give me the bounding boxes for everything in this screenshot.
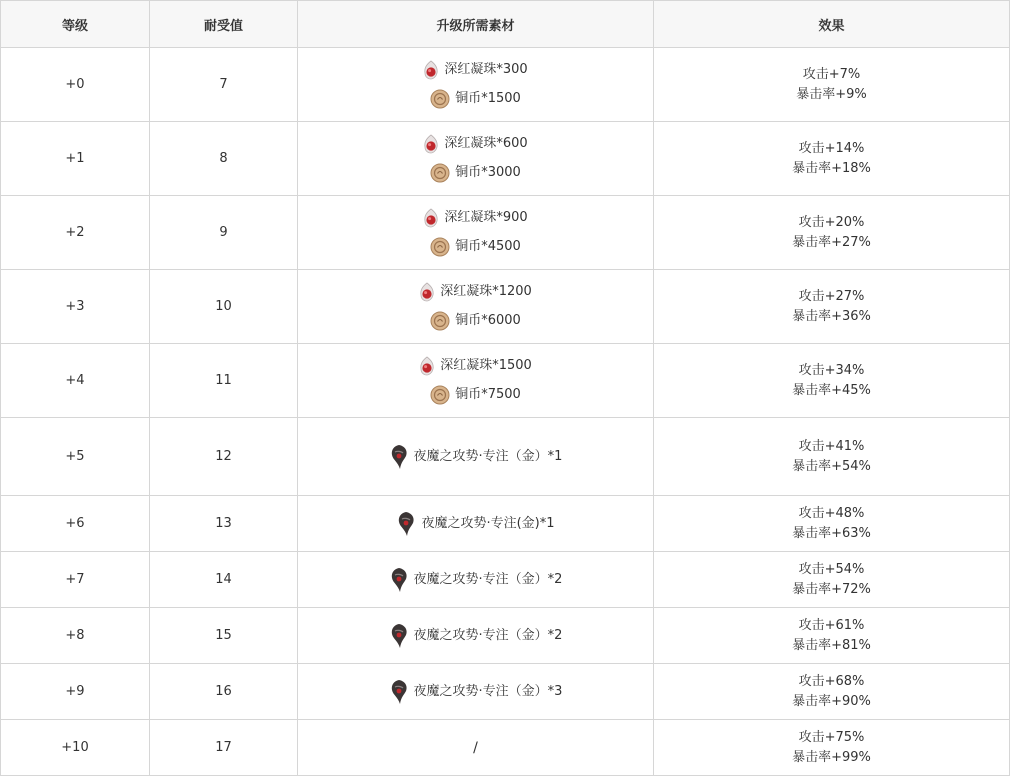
table-row (1, 664, 1010, 720)
material-item (298, 511, 653, 537)
material-text: 铜币*3000 (455, 165, 521, 180)
effects-cell (654, 344, 1010, 418)
effect-attack: 攻击+7% (802, 66, 861, 82)
material-item (298, 353, 653, 379)
header-row (1, 1, 1010, 48)
level-cell: +1 (1, 122, 150, 196)
tolerance-cell: 11 (150, 344, 298, 418)
effect-attack: 攻击+20% (798, 214, 865, 230)
effect-crit-rate: 暴击率+27% (792, 234, 871, 250)
table-row (1, 196, 1010, 270)
effect-attack: 攻击+61% (798, 617, 865, 633)
material-item (298, 623, 653, 649)
tolerance-cell: 10 (150, 270, 298, 344)
table-row (1, 418, 1010, 496)
material-text: 深红凝珠*900 (444, 210, 528, 225)
effects-cell (654, 196, 1010, 270)
effects-cell (654, 720, 1010, 776)
table-row (1, 344, 1010, 418)
materials-cell (298, 196, 654, 270)
material-text: 夜魔之攻势·专注（金）*2 (413, 571, 563, 587)
materials-cell (298, 496, 654, 552)
effect-crit-rate: 暴击率+72% (792, 581, 871, 597)
copper-coin-icon (430, 163, 450, 183)
tolerance-cell: 17 (150, 720, 298, 776)
material-text: 铜币*6000 (455, 313, 521, 328)
effect-crit-rate: 暴击率+45% (792, 382, 871, 398)
effects-cell (654, 122, 1010, 196)
tolerance-cell: 9 (150, 196, 298, 270)
table-row (1, 496, 1010, 552)
tolerance-cell: 7 (150, 48, 298, 122)
header-tolerance: 耐受值 (150, 1, 298, 48)
copper-coin-icon (430, 385, 450, 405)
material-text: 夜魔之攻势·专注（金）*2 (413, 627, 563, 643)
material-item (298, 86, 653, 112)
red-gem-icon (419, 282, 435, 302)
material-text: 夜魔之攻势·专注(金)*1 (421, 515, 555, 531)
level-cell: +6 (1, 496, 150, 552)
effect-crit-rate: 暴击率+36% (792, 308, 871, 324)
effect-crit-rate: 暴击率+9% (796, 86, 867, 102)
effect-crit-rate: 暴击率+90% (792, 693, 871, 709)
material-text: 夜魔之攻势·专注（金）*1 (413, 448, 563, 464)
material-text: 深红凝珠*600 (444, 136, 528, 151)
table-row (1, 720, 1010, 776)
materials-cell (298, 608, 654, 664)
tolerance-cell: 13 (150, 496, 298, 552)
tolerance-cell: 8 (150, 122, 298, 196)
material-item (298, 567, 653, 593)
material-text: 夜魔之攻势·专注（金）*3 (413, 683, 563, 699)
material-item (298, 308, 653, 334)
material-item (298, 160, 653, 186)
effects-cell (654, 664, 1010, 720)
tolerance-cell: 16 (150, 664, 298, 720)
effect-attack: 攻击+41% (798, 438, 865, 454)
material-text: 铜币*7500 (455, 387, 521, 402)
effect-attack: 攻击+75% (798, 729, 865, 745)
level-cell: +9 (1, 664, 150, 720)
copper-coin-icon (430, 311, 450, 331)
level-cell: +5 (1, 418, 150, 496)
materials-cell (298, 418, 654, 496)
red-gem-icon (423, 134, 439, 154)
effect-crit-rate: 暴击率+63% (792, 525, 871, 541)
effects-cell (654, 608, 1010, 664)
effect-attack: 攻击+27% (798, 288, 865, 304)
materials-cell (298, 664, 654, 720)
tolerance-cell: 12 (150, 418, 298, 496)
materials-cell (298, 122, 654, 196)
level-cell: +0 (1, 48, 150, 122)
materials-cell (298, 48, 654, 122)
red-gem-icon (423, 60, 439, 80)
red-gem-icon (423, 208, 439, 228)
material-text: 铜币*1500 (455, 91, 521, 106)
header-effects: 效果 (654, 1, 1010, 48)
header-level: 等级 (1, 1, 150, 48)
effect-attack: 攻击+34% (798, 362, 865, 378)
effects-cell (654, 496, 1010, 552)
table-row (1, 48, 1010, 122)
effects-cell (654, 418, 1010, 496)
red-gem-icon (419, 356, 435, 376)
materials-cell (298, 720, 654, 776)
material-item (298, 205, 653, 231)
level-cell: +2 (1, 196, 150, 270)
material-text: 深红凝珠*1200 (440, 284, 532, 299)
material-item (298, 735, 653, 761)
material-item (298, 679, 653, 705)
effect-crit-rate: 暴击率+81% (792, 637, 871, 653)
effect-attack: 攻击+68% (798, 673, 865, 689)
level-cell: +7 (1, 552, 150, 608)
effect-crit-rate: 暴击率+99% (792, 749, 871, 765)
effect-attack: 攻击+48% (798, 505, 865, 521)
level-cell: +8 (1, 608, 150, 664)
table-row (1, 552, 1010, 608)
effects-cell (654, 552, 1010, 608)
tolerance-cell: 14 (150, 552, 298, 608)
effects-cell (654, 270, 1010, 344)
nightmare-mask-icon (389, 623, 409, 649)
effect-crit-rate: 暴击率+18% (792, 160, 871, 176)
nightmare-mask-icon (389, 567, 409, 593)
materials-cell (298, 270, 654, 344)
materials-cell (298, 344, 654, 418)
material-item (298, 131, 653, 157)
material-item (298, 57, 653, 83)
material-text: 铜币*4500 (455, 239, 521, 254)
table-row (1, 122, 1010, 196)
nightmare-mask-icon (396, 511, 416, 537)
effect-crit-rate: 暴击率+54% (792, 458, 871, 474)
effect-attack: 攻击+14% (798, 140, 865, 156)
material-item (298, 444, 653, 470)
effect-attack: 攻击+54% (798, 561, 865, 577)
copper-coin-icon (430, 89, 450, 109)
material-item (298, 382, 653, 408)
nightmare-mask-icon (389, 444, 409, 470)
tolerance-cell: 15 (150, 608, 298, 664)
level-cell: +4 (1, 344, 150, 418)
level-cell: +3 (1, 270, 150, 344)
material-item (298, 234, 653, 260)
materials-cell (298, 552, 654, 608)
level-cell: +10 (1, 720, 150, 776)
header-materials: 升级所需素材 (298, 1, 654, 48)
nightmare-mask-icon (389, 679, 409, 705)
material-item (298, 279, 653, 305)
table-row (1, 608, 1010, 664)
material-text: 深红凝珠*300 (444, 62, 528, 77)
material-text: / (473, 739, 478, 756)
table-row (1, 270, 1010, 344)
effects-cell (654, 48, 1010, 122)
material-text: 深红凝珠*1500 (440, 358, 532, 373)
copper-coin-icon (430, 237, 450, 257)
